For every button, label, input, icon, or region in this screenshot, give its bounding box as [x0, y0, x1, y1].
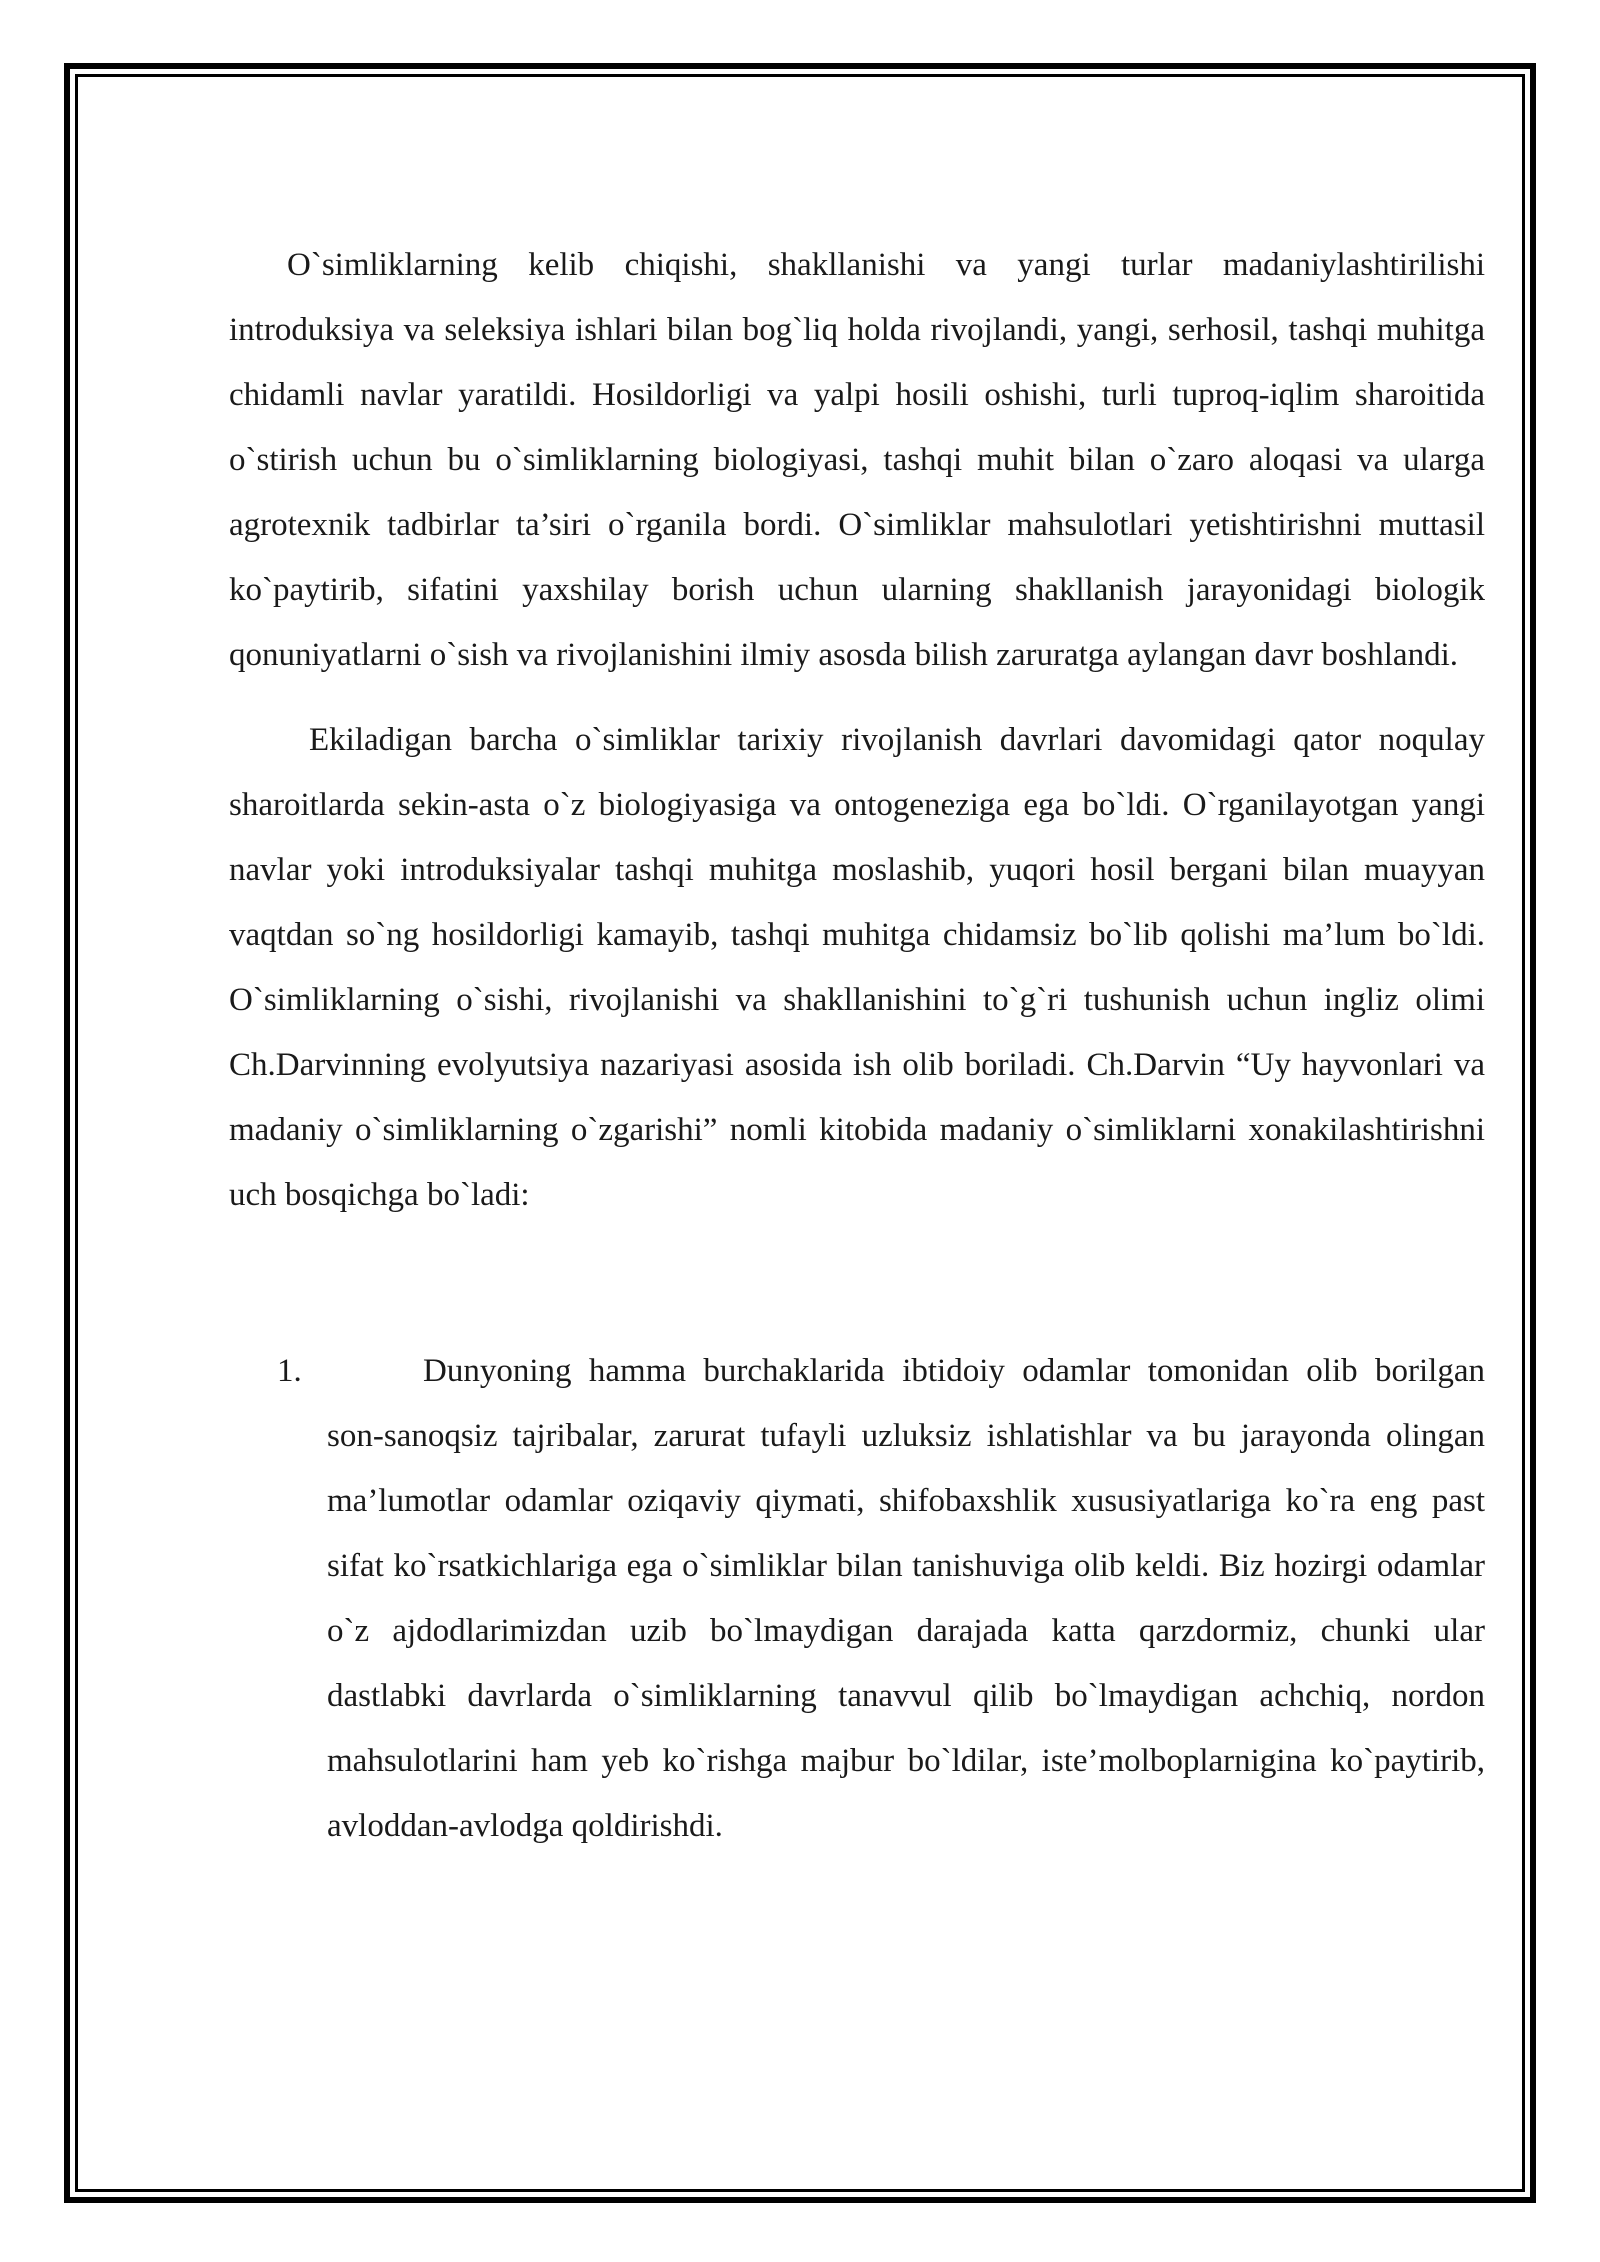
- list-item: [229, 1339, 1485, 1859]
- list-item-number: 1.: [277, 1353, 302, 1389]
- paragraph: Ekiladigan barcha o`simliklar tarixiy rivojlanish davrlari davomidagi qator noqulay sharoitlarda sekin-asta o`z biologiyasiga va ontogeneziga ega bo`ldi. O`rganilayotgan yangi navlar yoki introduksiyalar tashqi muhitga moslashib, yuqori hosil bergani bilan muayyan vaqtdan so`ng hosildorligi kamayib, tashqi muhitga chidamsiz bo`lib qolishi ma’lum bo`ldi. O`simliklarning o`sishi, rivojlanishi va shakllanishini to`g`ri tushunish uchun ingliz olimi Ch.Darvinning evolyutsiya nazariyasi asosida ish olib boriladi. Ch.Darvin “Uy hayvonlari va madaniy o`simliklarning o`zgarishi” nomli kitobida madaniy o`simliklarni xonakilashtirishni uch bosqichga bo`ladi:: [229, 722, 1485, 1213]
- list-item-text: Dunyoning hamma burchaklarida ibtidoiy odamlar tomonidan olib borilgan son-sanoqsiz tajribalar, zarurat tufayli uzluksiz ishlatishlar va bu jarayonda olingan ma’lumotlar odamlar oziqaviy qiymati, shifobaxshlik xususiyatlariga ko`ra eng past sifat ko`rsatkichlariga ega o`simliklar bilan tanishuviga olib keldi. Biz hozirgi odamlar o`z ajdodlarimizdan uzib bo`lmaydigan darajada katta qarzdormiz, chunki ular dastlabki davrlarda o`simliklarning tanavvul qilib bo`lmaydigan achchiq, nordon mahsulotlarini ham yeb ko`rishga majbur bo`ldilar, iste’molboplarnigina ko`paytirib, avloddan-avlodga qoldirishdi.: [327, 1353, 1485, 1844]
- document-body: [229, 233, 1485, 1859]
- numbered-list: [229, 1339, 1485, 1859]
- paragraph: O`simliklarning kelib chiqishi, shakllanishi va yangi turlar madaniylashtirilishi introduksiya va seleksiya ishlari bilan bog`liq holda rivojlandi, yangi, serhosil, tashqi muhitga chidamli navlar yaratildi. Hosildorligi va yalpi hosili oshishi, turli tuproq-iqlim sharoitida o`stirish uchun bu o`simliklarning biologiyasi, tashqi muhit bilan o`zaro aloqasi va ularga agrotexnik tadbirlar ta’siri o`rganila bordi. O`simliklar mahsulotlari yetishtirishni muttasil ko`paytirib, sifatini yaxshilay borish uchun ularning shakllanish jarayonidagi biologik qonuniyatlarni o`sish va rivojlanishini ilmiy asosda bilish zaruratga aylangan davr boshlandi.: [229, 247, 1485, 673]
